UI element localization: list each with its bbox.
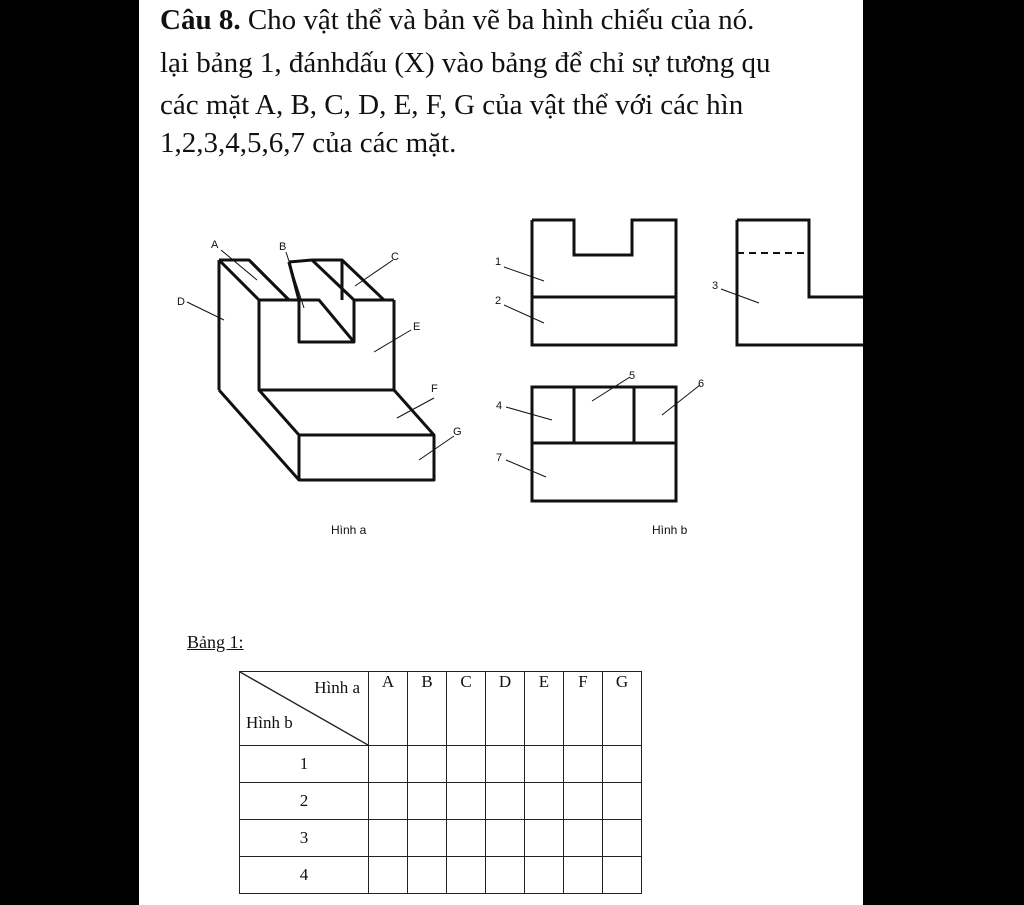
row-label-4: 4 bbox=[240, 857, 369, 894]
label-2: 2 bbox=[495, 295, 502, 307]
table-cell[interactable] bbox=[369, 820, 408, 857]
corner-top-label: Hình a bbox=[314, 678, 360, 697]
label-A: A bbox=[211, 239, 219, 251]
col-header-C: C bbox=[447, 672, 486, 746]
table-cell[interactable] bbox=[525, 820, 564, 857]
row-label-3: 3 bbox=[240, 820, 369, 857]
label-4: 4 bbox=[496, 400, 503, 412]
table-cell[interactable] bbox=[369, 857, 408, 894]
table-cell[interactable] bbox=[486, 820, 525, 857]
label-C: C bbox=[391, 251, 399, 263]
table-cell[interactable] bbox=[564, 746, 603, 783]
corner-bottom-label: Hình b bbox=[246, 713, 293, 732]
label-1: 1 bbox=[495, 256, 502, 268]
table-header-row bbox=[240, 672, 642, 746]
label-6: 6 bbox=[698, 378, 705, 390]
table-cell[interactable] bbox=[408, 820, 447, 857]
table-cell[interactable] bbox=[447, 820, 486, 857]
table-cell[interactable] bbox=[603, 783, 642, 820]
label-7: 7 bbox=[496, 452, 503, 464]
correspondence-table bbox=[239, 671, 642, 894]
row-label-2: 2 bbox=[240, 783, 369, 820]
figure-a-caption: Hình a bbox=[331, 523, 367, 537]
col-header-D: D bbox=[486, 672, 525, 746]
label-F: F bbox=[431, 383, 438, 395]
table-row bbox=[240, 783, 642, 820]
table-cell[interactable] bbox=[525, 746, 564, 783]
table-cell[interactable] bbox=[564, 820, 603, 857]
table-cell[interactable] bbox=[408, 783, 447, 820]
table-cell[interactable] bbox=[564, 783, 603, 820]
table-caption: Bảng 1: bbox=[187, 632, 244, 652]
label-5: 5 bbox=[629, 370, 636, 382]
table-cell[interactable] bbox=[525, 783, 564, 820]
table-cell[interactable] bbox=[369, 746, 408, 783]
label-G: G bbox=[453, 426, 462, 438]
col-header-B: B bbox=[408, 672, 447, 746]
table-cell[interactable] bbox=[603, 746, 642, 783]
table-cell[interactable] bbox=[486, 746, 525, 783]
col-header-F: F bbox=[564, 672, 603, 746]
table-cell[interactable] bbox=[525, 857, 564, 894]
label-B: B bbox=[279, 241, 287, 253]
table-cell[interactable] bbox=[447, 746, 486, 783]
table-row bbox=[240, 746, 642, 783]
figure-a-isometric-drawing bbox=[169, 190, 489, 510]
table-cell[interactable] bbox=[369, 783, 408, 820]
label-3: 3 bbox=[712, 280, 719, 292]
table-cell[interactable] bbox=[408, 857, 447, 894]
table-cell[interactable] bbox=[447, 783, 486, 820]
table-corner-cell bbox=[240, 672, 369, 746]
table-row bbox=[240, 857, 642, 894]
table-cell[interactable] bbox=[408, 746, 447, 783]
document-page bbox=[139, 0, 863, 905]
question-line-2: lại bảng 1, đánhdấu (X) vào bảng để chỉ sự tương qu bbox=[160, 47, 771, 79]
table-cell[interactable] bbox=[486, 783, 525, 820]
figure-b-caption: Hình b bbox=[652, 523, 688, 537]
table-cell[interactable] bbox=[486, 857, 525, 894]
col-header-G: G bbox=[603, 672, 642, 746]
label-D: D bbox=[177, 296, 185, 308]
row-label-1: 1 bbox=[240, 746, 369, 783]
table-cell[interactable] bbox=[447, 857, 486, 894]
question-line-1: Câu 8. Cho vật thể và bản vẽ ba hình chiếu của nó. bbox=[160, 4, 755, 36]
figure-b-projections bbox=[484, 205, 863, 515]
question-line-4: 1,2,3,4,5,6,7 của các mặt. bbox=[160, 127, 457, 159]
table-cell[interactable] bbox=[564, 857, 603, 894]
col-header-A: A bbox=[369, 672, 408, 746]
label-E: E bbox=[413, 321, 421, 333]
question-line-3: các mặt A, B, C, D, E, F, G của vật thể với các hìn bbox=[160, 89, 744, 121]
table-row bbox=[240, 820, 642, 857]
col-header-E: E bbox=[525, 672, 564, 746]
table-cell[interactable] bbox=[603, 857, 642, 894]
table-cell[interactable] bbox=[603, 820, 642, 857]
